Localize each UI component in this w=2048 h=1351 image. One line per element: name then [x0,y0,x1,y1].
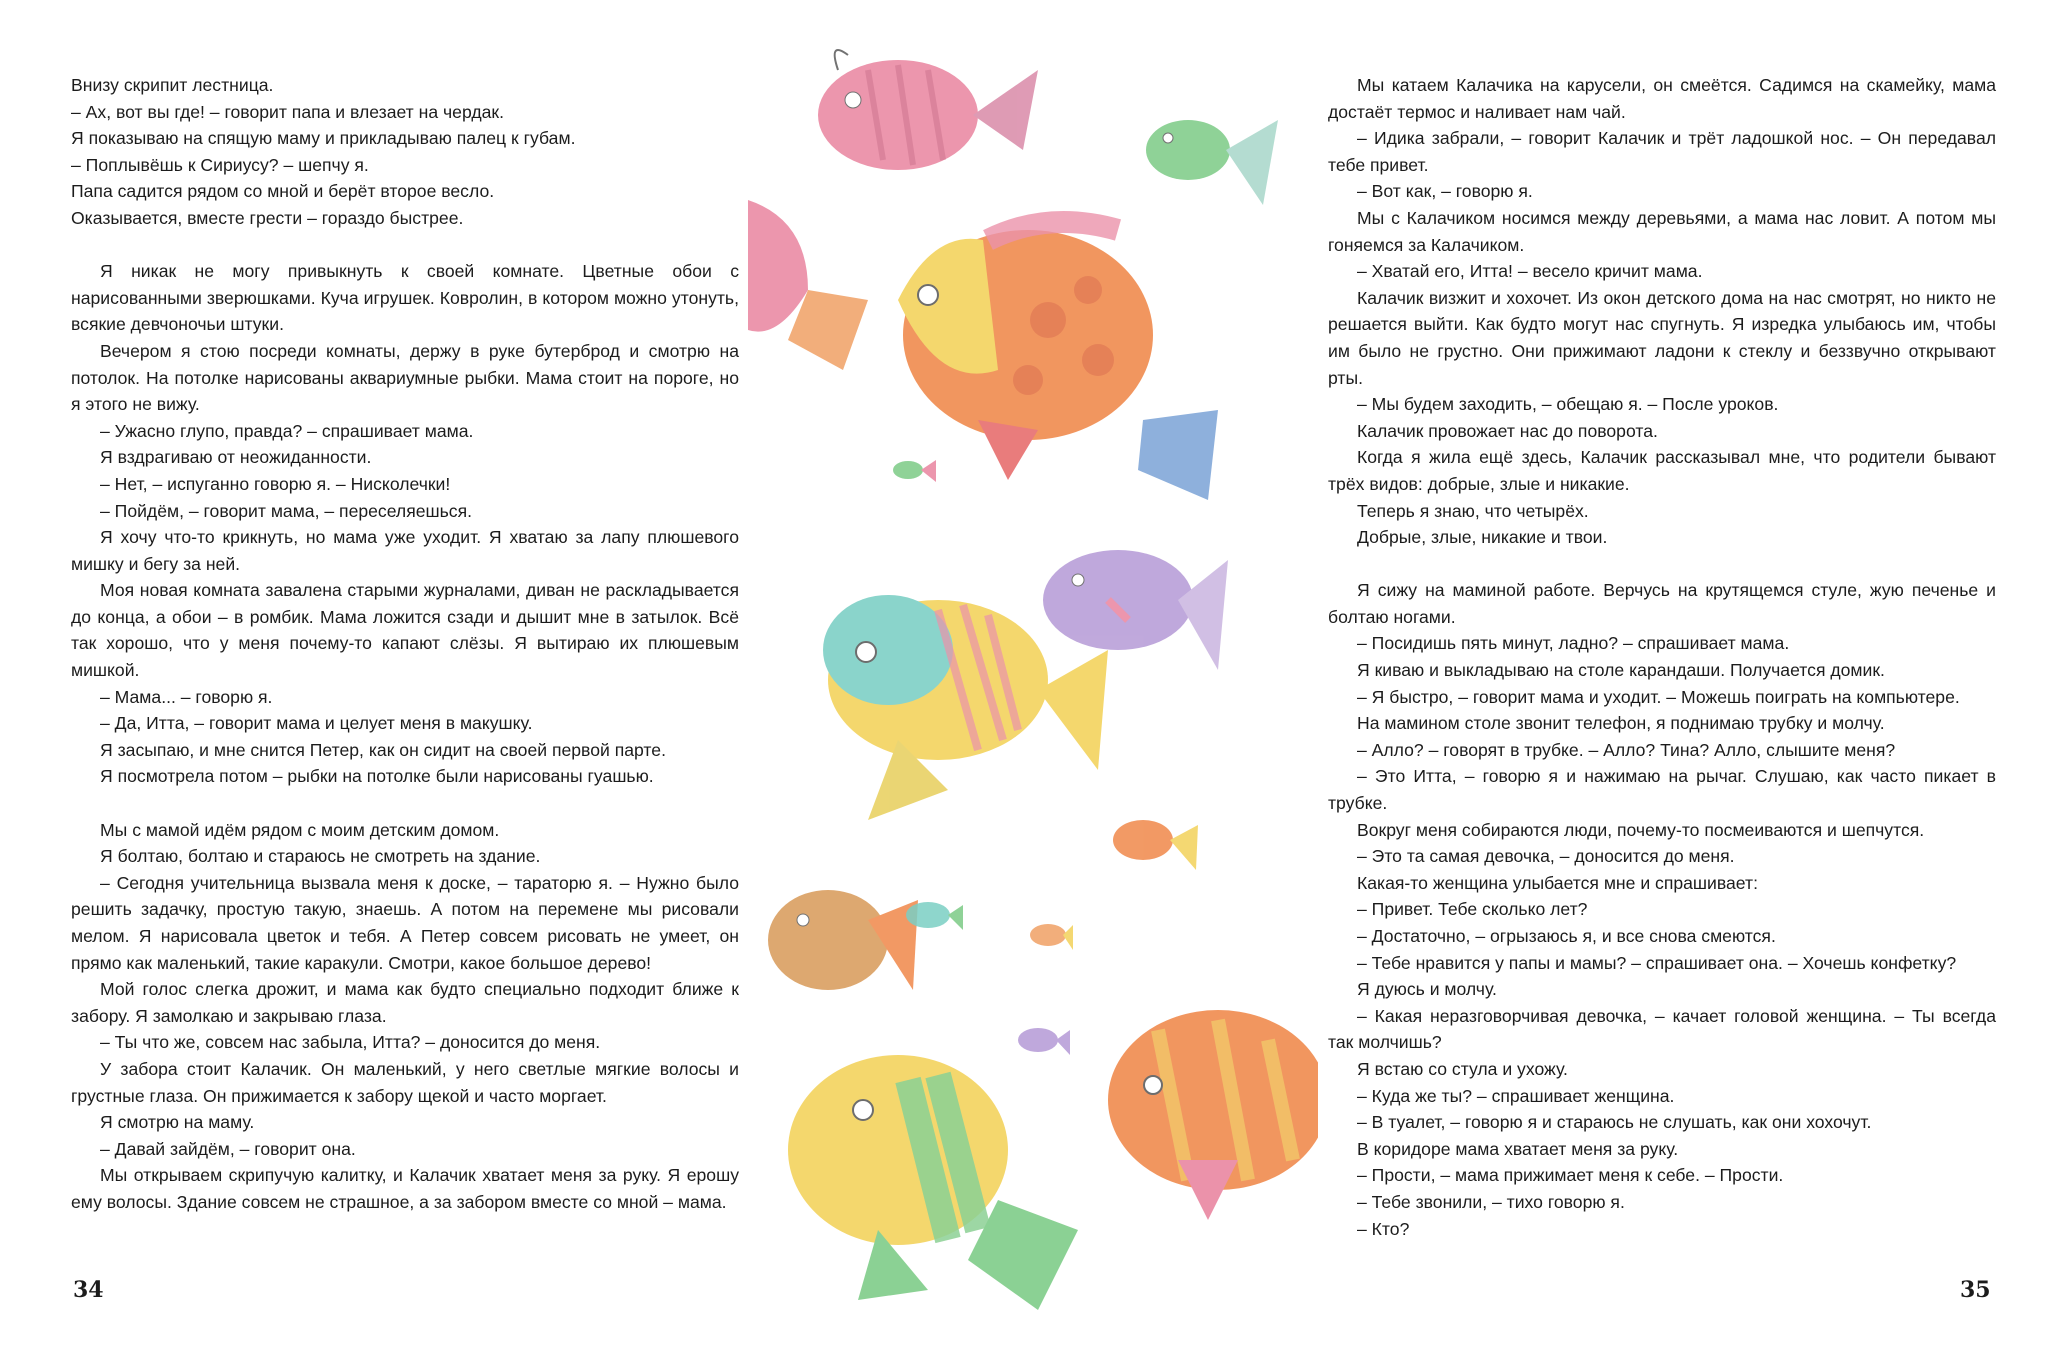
paragraph: – Тебе звонили, – тихо говорю я. [1357,1191,1625,1212]
paragraph: Я никак не могу привыкнуть к своей комнате. Цветные обои с нарисованными зверюшками. Куча игрушек. Ковролин, в котором можно утонуть, всякие девчоночьи штуки. [71,261,739,335]
right-text-column [1328,72,1996,1242]
paragraph: Мы с мамой идём рядом с моим детским домом. [100,819,500,840]
fish-brown [768,890,918,990]
paragraph-gap [71,790,739,817]
paragraph: Я встаю со стула и ухожу. [1357,1058,1568,1079]
paragraph: Я дуюсь и молчу. [1357,979,1497,1000]
paragraph: – Посидишь пять минут, ладно? – спрашивает мама. [1357,633,1790,654]
paragraph: Когда я жила ещё здесь, Калачик рассказывал мне, что родители бывают трёх видов: добрые, злые и никакие. [1328,447,1996,494]
paragraph: – Пойдём, – говорит мама, – переселяешься. [100,500,472,521]
paragraph: Калачик провожает нас до поворота. [1357,420,1658,441]
paragraph: – Ты что же, совсем нас забыла, Итта? – доносится до меня. [100,1032,601,1053]
paragraph: Оказывается, вместе грести – гораздо быстрее. [71,207,464,228]
fish-orange-small [1113,820,1198,870]
fish-orange-large [1108,1010,1318,1220]
paragraph: – В туалет, – говорю я и стараюсь не слушать, как они хохочут. [1357,1112,1872,1133]
paragraph: В коридоре мама хватает меня за руку. [1357,1138,1679,1159]
fish-tiny-1 [893,460,936,482]
paragraph: – Давай зайдём, – говорит она. [100,1138,356,1159]
paragraph: У забора стоит Калачик. Он маленький, у него светлые мягкие волосы и грустные глаза. Он прижимается к забору щекой и часто моргает. [71,1058,739,1106]
paragraph: – Кто? [1357,1218,1410,1239]
fish-tiny-4 [1018,1028,1070,1055]
page-number-left: 34 [73,1277,104,1303]
paragraph: – Мама... – говорю я. [100,686,273,707]
paragraph: Какая-то женщина улыбается мне и спрашивает: [1357,872,1758,893]
paragraph: – Я быстро, – говорит мама и уходит. – Можешь поиграть на компьютере. [1357,686,1960,707]
paragraph: Я посмотрела потом – рыбки на потолке были нарисованы гуашью. [100,766,654,787]
paragraph: Внизу скрипит лестница. [71,75,274,95]
paragraph-gap [71,232,739,259]
left-text-column [71,72,739,1216]
paragraph: – Нет, – испуганно говорю я. – Нисколечки! [100,473,451,494]
paragraph: – Какая неразговорчивая девочка, – качает головой женщина. – Ты всегда так молчишь? [1328,1005,1996,1053]
paragraph: Я смотрю на маму. [100,1112,255,1133]
paragraph: Мы катаем Калачика на карусели, он смеётся. Садимся на скамейку, мама достаёт термос и наливает нам чай. [1328,75,1996,122]
page-number-right: 35 [1960,1277,1991,1303]
fish-pink-top [818,50,1038,170]
paragraph: – Тебе нравится у папы и мамы? – спрашивает она. – Хочешь конфетку? [1357,952,1957,973]
paragraph: – Вот как, – говорю я. [1357,181,1533,202]
paragraph: Теперь я знаю, что четырёх. [1357,500,1589,521]
paragraph: – Это та самая девочка, – доносится до меня. [1357,846,1735,867]
left-page [0,0,760,1351]
paragraph: Я киваю и выкладываю на столе карандаши. Получается домик. [1357,660,1885,681]
paragraph: Мой голос слегка дрожит, и мама как будто специально подходит ближе к забору. Я замолкаю и закрываю глаза. [71,979,739,1026]
paragraph-gap [1328,551,1996,578]
paragraph: – Это Итта, – говорю я и нажимаю на рычаг. Слушаю, как часто пикает в трубке. [1328,766,1996,814]
paragraph: – Идика забрали, – говорит Калачик и трёт ладошкой нос. – Он передавал тебе привет. [1328,128,1996,175]
fish-tiny-3 [1030,924,1073,950]
fish-green-small [1146,120,1278,205]
paragraph: Я вздрагиваю от неожиданности. [100,447,372,468]
paragraph: Вокруг меня собираются люди, почему-то посмеиваются и шепчутся. [1357,819,1925,840]
paragraph: – Достаточно, – огрызаюсь я, и все снова смеются. [1357,926,1776,946]
paragraph: Моя новая комната завалена старыми журналами, диван не раскладывается до конца, а обои – в ромбик. Мама ложится сзади и дышит мне в затылок. Всё так хорошо, что у меня почему-то капают слёзы. Я вытираю их плюшевым мишкой. [71,580,739,681]
paragraph: Я засыпаю, и мне снится Петер, как он сидит на своей первой парте. [100,739,666,760]
paragraph: – Мы будем заходить, – обещаю я. – После уроков. [1357,394,1779,415]
paragraph: Вечером я стою посреди комнаты, держу в руке бутерброд и смотрю на потолок. На потолке нарисованы аквариумные рыбки. Мама стоит на пороге, но я этого не вижу. [71,340,739,415]
paragraph: – Алло? – говорят в трубке. – Алло? Тина? Алло, слышите меня? [1357,739,1896,760]
paragraph: – Поплывёшь к Сириусу? – шепчу я. [71,154,369,175]
right-page [1300,0,2048,1351]
paragraph: – Ах, вот вы где! – говорит папа и влезает на чердак. [71,101,504,122]
paragraph: Калачик визжит и хохочет. Из окон детского дома на нас смотрят, но никто не решается выйти. Как будто могут нас спугнуть. Я изредка улыбаюсь им, чтобы им было не грустно. Они прижимают ладони к стеклу и беззвучно открывают рты. [1328,287,1996,388]
paragraph: – Привет. Тебе сколько лет? [1357,899,1588,920]
paragraph: – Куда же ты? – спрашивает женщина. [1357,1085,1675,1106]
paragraph: Мы с Калачиком носимся между деревьями, а мама нас ловит. А потом мы гоняемся за Калачиком. [1328,207,1996,255]
fish-orange-spotted [898,222,1218,500]
paragraph: – Хватай его, Итта! – весело кричит мама. [1357,261,1703,282]
paragraph: Я хочу что-то крикнуть, но мама уже уходит. Я хватаю за лапу плюшевого мишку и бегу за ней. [71,527,739,574]
paragraph: На мамином столе звонит телефон, я поднимаю трубку и молчу. [1357,713,1885,734]
paragraph: – Прости, – мама прижимает меня к себе. – Прости. [1357,1165,1784,1186]
paragraph: Я сижу на маминой работе. Верчусь на крутящемся стуле, жую печенье и болтаю ногами. [1328,580,1996,627]
fish-pink-tail [748,200,868,370]
paragraph: Я показываю на спящую маму и прикладываю палец к губам. [71,128,576,149]
fish-purple [1043,550,1228,670]
paragraph: – Ужасно глупо, правда? – спрашивает мама. [100,420,474,441]
paragraph: – Сегодня учительница вызвала меня к доске, – тараторю я. – Нужно было решить задачку, простую такую, знаешь. А потом на перемене мы рисовали мелом. Я нарисовала цветок и тебя. А Петер совсем рисовать не умеет, он прямо как маленький, такие каракули. Смотри, какое большое дерево! [71,872,739,973]
paragraph: Добрые, злые, никакие и твои. [1357,527,1608,548]
paragraph: Папа садится рядом со мной и берёт второе весло. [71,181,495,202]
paragraph: Мы открываем скрипучую калитку, и Калачик хватает меня за руку. Я ерошу ему волосы. Здание совсем не страшное, а за забором вместе со мной – мама. [71,1165,739,1212]
paragraph: Я болтаю, болтаю и стараюсь не смотреть на здание. [100,846,541,867]
fish-illustration [748,0,1318,1351]
paragraph: – Да, Итта, – говорит мама и целует меня в макушку. [100,713,533,734]
fish-yellow-green [788,1055,1078,1310]
